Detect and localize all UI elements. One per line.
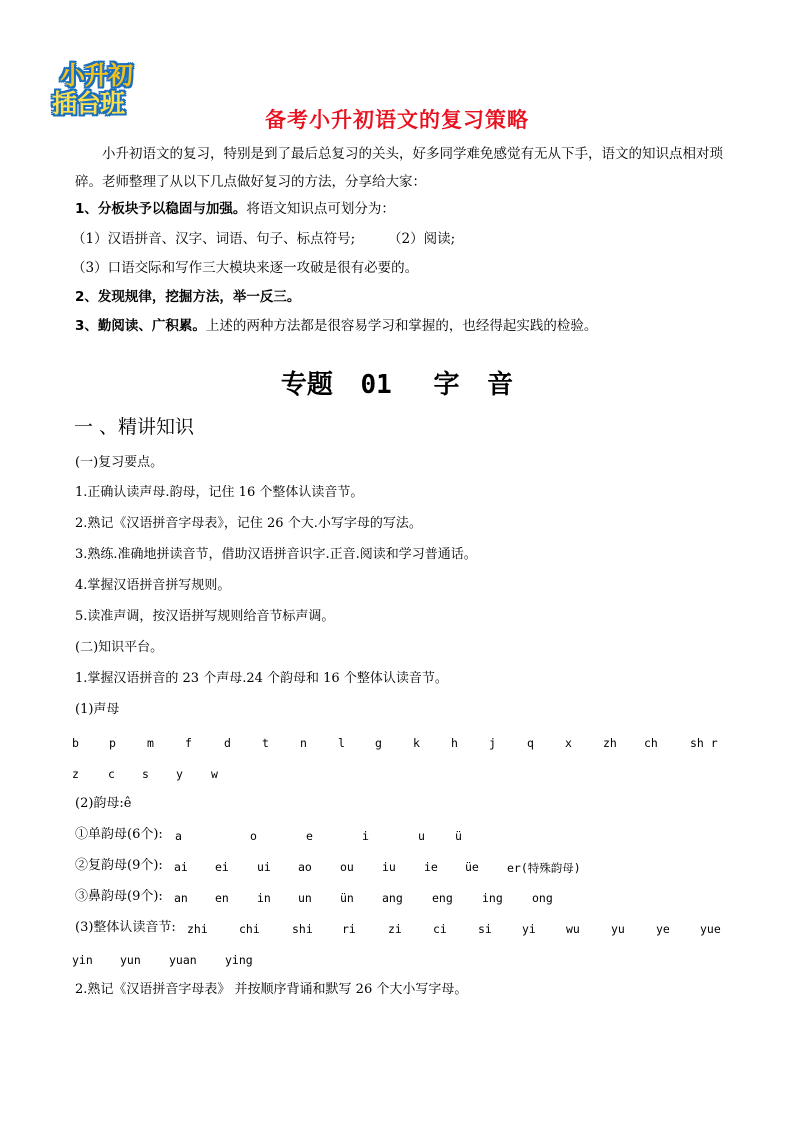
strategy-1-item-c: （3）口语交际和写作三大模块来逐一攻破是很有必要的。	[72, 260, 419, 276]
initial-letter: sh r	[690, 736, 718, 750]
initial-letter: n	[300, 736, 307, 750]
initial-letter: m	[147, 736, 154, 750]
strategy-3-heading: 3、勤阅读、广积累。	[75, 318, 206, 334]
topic-name-2: 音	[487, 370, 514, 400]
whole-syllable: wu	[566, 922, 580, 936]
review-point-1: 1.正确认读声母.韵母，记住 16 个整体认读音节。	[75, 485, 364, 500]
initial-letter: c	[108, 767, 115, 781]
initial-letter: k	[413, 736, 420, 750]
initial-letter: y	[176, 767, 183, 781]
initial-letter: z	[72, 767, 79, 781]
whole-syllable: ri	[342, 922, 356, 936]
initial-letter: t	[262, 736, 269, 750]
topic-name-1: 字	[433, 370, 460, 400]
single-final: e	[306, 829, 313, 843]
single-final: a	[175, 829, 182, 843]
review-point-5: 5.读准声调，按汉语拼写规则给音节标声调。	[75, 609, 335, 624]
initial-letter: w	[211, 767, 218, 781]
topic-heading	[0, 364, 794, 401]
whole-syllable: ying	[225, 953, 253, 967]
compound-final: ie	[424, 860, 438, 874]
initial-letter: b	[72, 736, 79, 750]
strategy-2-heading: 2、发现规律，挖掘方法，举一反三。	[75, 289, 301, 305]
knowledge-point-1: 1.掌握汉语拼音的 23 个声母.24 个韵母和 16 个整体认读音节。	[75, 671, 448, 686]
nasal-final: in	[257, 891, 271, 905]
review-point-3: 3.熟练.准确地拼读音节，借助汉语拼音识字.正音.阅读和学习普通话。	[75, 547, 477, 562]
strategy-1-item-a: （1）汉语拼音、汉字、词语、句子、标点符号;	[72, 231, 356, 247]
whole-syllable: chi	[239, 922, 260, 936]
single-final: u	[418, 829, 425, 843]
review-points-heading: (一)复习要点。	[75, 455, 164, 470]
whole-syllable: zi	[388, 922, 402, 936]
intro-paragraph: 小升初语文的复习，特别是到了最后总复习的关头，好多同学难免感觉有无从下手，语文的知识点相对琐碎。老师整理了从以下几点做好复习的方法，分享给大家：	[75, 146, 723, 190]
strategy-1-heading: 1、分板块予以稳固与加强。	[75, 201, 247, 217]
compound-final: ou	[340, 860, 354, 874]
compound-final: ui	[257, 860, 271, 874]
logo-line-2: 插台班	[52, 89, 125, 118]
knowledge-point-2: 2.熟记《汉语拼音字母表》 并按顺序背诵和默写 26 个大小写字母。	[75, 982, 468, 997]
review-point-4: 4.掌握汉语拼音拼写规则。	[75, 578, 231, 593]
compound-final: er(特殊韵母)	[507, 861, 581, 875]
nasal-final: an	[174, 891, 188, 905]
strategy-2	[75, 286, 300, 308]
topic-label: 专题	[280, 370, 333, 400]
strategy-3-text: 上述的两种方法都是很容易学习和掌握的，也经得起实践的检验。	[205, 318, 598, 334]
logo-line-1: 小升初	[60, 61, 133, 90]
initial-letter: zh	[603, 736, 617, 750]
nasal-final: ing	[482, 891, 503, 905]
initial-letter: f	[185, 736, 192, 750]
nasal-final: eng	[432, 891, 453, 905]
whole-syllable: si	[478, 922, 492, 936]
section-heading: 一 、精讲知识	[74, 416, 195, 438]
initial-letter: s	[142, 767, 149, 781]
compound-finals-label: ②复韵母(9个):	[75, 858, 163, 873]
single-final: o	[250, 829, 257, 843]
compound-final: iu	[382, 860, 396, 874]
initial-letter: j	[489, 736, 496, 750]
compound-final: ei	[215, 860, 229, 874]
initial-letter: ch	[644, 736, 658, 750]
nasal-final: un	[298, 891, 312, 905]
compound-final: ai	[174, 860, 188, 874]
initials-heading: (1)声母	[75, 702, 120, 717]
whole-syllables-label: (3)整体认读音节:	[75, 920, 176, 935]
whole-syllable: yun	[120, 953, 141, 967]
whole-syllable: yi	[522, 922, 536, 936]
knowledge-platform-heading: (二)知识平台。	[75, 640, 164, 655]
review-point-2: 2.熟记《汉语拼音字母表》，记住 26 个大.小写字母的写法。	[75, 516, 422, 531]
whole-syllable: yin	[72, 953, 93, 967]
whole-syllable: shi	[292, 922, 313, 936]
whole-syllable: yu	[611, 922, 625, 936]
whole-syllable: yuan	[169, 953, 197, 967]
strategy-3	[75, 315, 597, 337]
whole-syllable: zhi	[187, 922, 208, 936]
nasal-final: en	[215, 891, 229, 905]
topic-number: 01	[360, 370, 392, 400]
page-title: 备考小升初语文的复习策略	[265, 108, 529, 132]
initial-letter: d	[224, 736, 231, 750]
initial-letter: h	[451, 736, 458, 750]
strategy-1-item-b: （2）阅读;	[388, 231, 456, 247]
single-final: i	[362, 829, 369, 843]
strategy-1	[75, 198, 395, 220]
initial-letter: p	[109, 736, 116, 750]
single-final: ü	[455, 829, 462, 843]
whole-syllable: ye	[656, 922, 670, 936]
initial-letter: q	[527, 736, 534, 750]
initial-letter: l	[338, 736, 345, 750]
compound-final: ao	[298, 860, 312, 874]
whole-syllable: yue	[700, 922, 721, 936]
compound-final: üe	[465, 860, 479, 874]
single-finals-label: ①单韵母(6个):	[75, 827, 163, 842]
nasal-final: ün	[340, 891, 354, 905]
strategy-1-text: 将语文知识点可划分为：	[246, 201, 395, 217]
nasal-final: ong	[532, 891, 553, 905]
nasal-finals-label: ③鼻韵母(9个):	[75, 889, 163, 904]
initial-letter: g	[375, 736, 382, 750]
whole-syllable: ci	[433, 922, 447, 936]
nasal-final: ang	[382, 891, 403, 905]
finals-heading: (2)韵母:ê	[75, 796, 132, 811]
initial-letter: x	[565, 736, 572, 750]
